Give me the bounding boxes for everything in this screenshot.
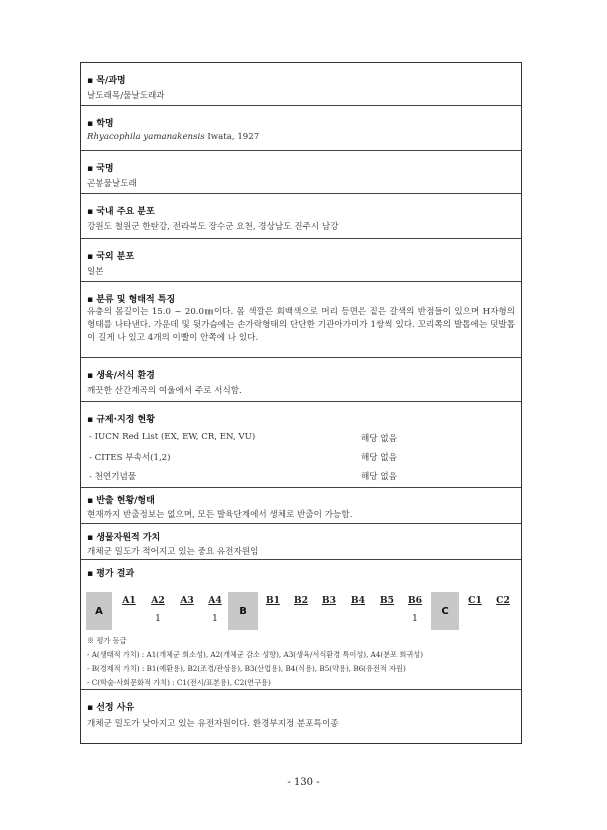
domestic-distribution-section	[81, 194, 521, 239]
scientific-author: Iwata, 1927	[207, 132, 260, 142]
eval-note-title: ※ 평가 등급	[87, 636, 127, 645]
morphology-heading: ▪ 분류 및 형태적 특징	[87, 295, 176, 305]
scientific-name-value	[87, 132, 259, 142]
eval-c2-code: C2	[496, 595, 510, 606]
regulation-monument-label: - 천연기념물	[89, 472, 137, 482]
eval-a1-code: A1	[122, 595, 136, 606]
species-info-table	[80, 62, 522, 744]
export-value: 현재까지 반출정보는 없으며, 모든 발육단계에서 생체로 반출이 가능함.	[87, 510, 353, 520]
bio-value-heading: ▪ 생물자원적 가치	[87, 533, 161, 543]
selection-reason-heading: ▪ 선정 사유	[87, 703, 135, 713]
eval-b1-code: B1	[265, 595, 281, 606]
regulation-iucn-status: 해당 없음	[361, 434, 397, 444]
eval-b6-value: 1	[412, 614, 418, 624]
habitat-section	[81, 358, 521, 402]
korean-name-value: 곤봉물날도래	[87, 179, 137, 189]
evaluation-heading: ▪ 평가 결과	[87, 569, 135, 579]
group-b-box: B	[228, 592, 258, 630]
domestic-distribution-heading: ▪ 국내 주요 분포	[87, 207, 155, 217]
eval-a2-code: A2	[151, 595, 165, 606]
eval-b4-code: B4	[350, 595, 366, 606]
scientific-name-heading: ▪ 학명	[87, 119, 114, 129]
morphology-section	[81, 282, 521, 358]
order-family-section	[81, 63, 521, 106]
domestic-distribution-value: 강원도 철원군 한탄강, 전라북도 장수군 요천, 경상남도 진주시 남강	[87, 222, 339, 232]
page-number: - 130 -	[287, 777, 320, 788]
bio-value-value: 개체군 밀도가 적어지고 있는 중요 유전자원임	[87, 547, 259, 557]
korean-name-section	[81, 151, 521, 194]
group-c-box: C	[431, 592, 459, 630]
korean-name-heading: ▪ 국명	[87, 164, 114, 174]
regulation-cites-label: - CITES 부속서(1,2)	[89, 453, 171, 463]
regulation-iucn-label: - IUCN Red List (EX, EW, CR, EN, VU)	[89, 432, 256, 442]
eval-b5-code: B5	[379, 595, 395, 606]
eval-b2-code: B2	[293, 595, 309, 606]
foreign-distribution-heading: ▪ 국외 분포	[87, 252, 135, 262]
export-heading: ▪ 반출 현황/형태	[87, 496, 155, 506]
eval-c1-code: C1	[468, 595, 482, 606]
group-a-box: A	[86, 592, 112, 630]
scientific-name-section	[81, 106, 521, 151]
eval-a4-value: 1	[212, 614, 218, 624]
eval-a3-code: A3	[180, 595, 194, 606]
bio-value-section	[81, 524, 521, 560]
habitat-value: 깨끗한 산간계곡의 여울에서 주로 서식함.	[87, 386, 242, 396]
regulation-heading: ▪ 규제·지정 현황	[87, 415, 155, 425]
selection-reason-value: 개체군 밀도가 낮아지고 있는 유전자원이다. 환경부지정 분포특이종	[87, 719, 339, 729]
foreign-distribution-section	[81, 239, 521, 282]
regulation-cites-status: 해당 없음	[361, 453, 397, 463]
morphology-description: 유충의 몸길이는 15.0 ~ 20.0㎜이다. 몸 색깔은 회백색으로 머리 등면은 짙은 갈색의 반점들이 있으며 H자형의 형태를 나타낸다. 가운데 및 뒷가슴에는 손가락형태의 단단한 기관아가미가 1쌍씩 있다. 꼬리쪽의 발톱에는 덧발톱이 길게 나 있고 4개의 이빨이 안쪽에 나 있다.	[87, 307, 515, 343]
evaluation-section	[81, 560, 521, 690]
regulation-section	[81, 402, 521, 488]
eval-note-a: - A(생태적 가치) : A1(개체군 희소성), A2(개체군 감소 성향), A3(생육/서식환경 특이성), A4(분포 희귀성)	[87, 650, 424, 659]
eval-a4-code: A4	[208, 595, 222, 606]
selection-reason-section	[81, 690, 521, 743]
regulation-monument-status: 해당 없음	[361, 472, 397, 482]
eval-note-b: - B(경제적 가치) : B1(예환용), B2(조경/관상용), B3(산업용), B4(식용), B5(약용), B6(유전적 자원)	[87, 664, 406, 673]
eval-b6-code: B6	[407, 595, 423, 606]
eval-a2-value: 1	[155, 614, 161, 624]
eval-b3-code: B3	[321, 595, 337, 606]
eval-note-c: - C(학술·사회문화적 가치) : C1(전시/표본용), C2(연구용)	[87, 678, 271, 687]
export-section	[81, 488, 521, 524]
order-family-value: 날도래목/물날도래과	[87, 91, 165, 101]
order-family-heading: ▪ 목/과명	[87, 76, 126, 86]
habitat-heading: ▪ 생육/서식 환경	[87, 371, 155, 381]
foreign-distribution-value: 일본	[87, 267, 104, 277]
scientific-binomial: Rhyacophila yamanakensis	[87, 132, 205, 142]
